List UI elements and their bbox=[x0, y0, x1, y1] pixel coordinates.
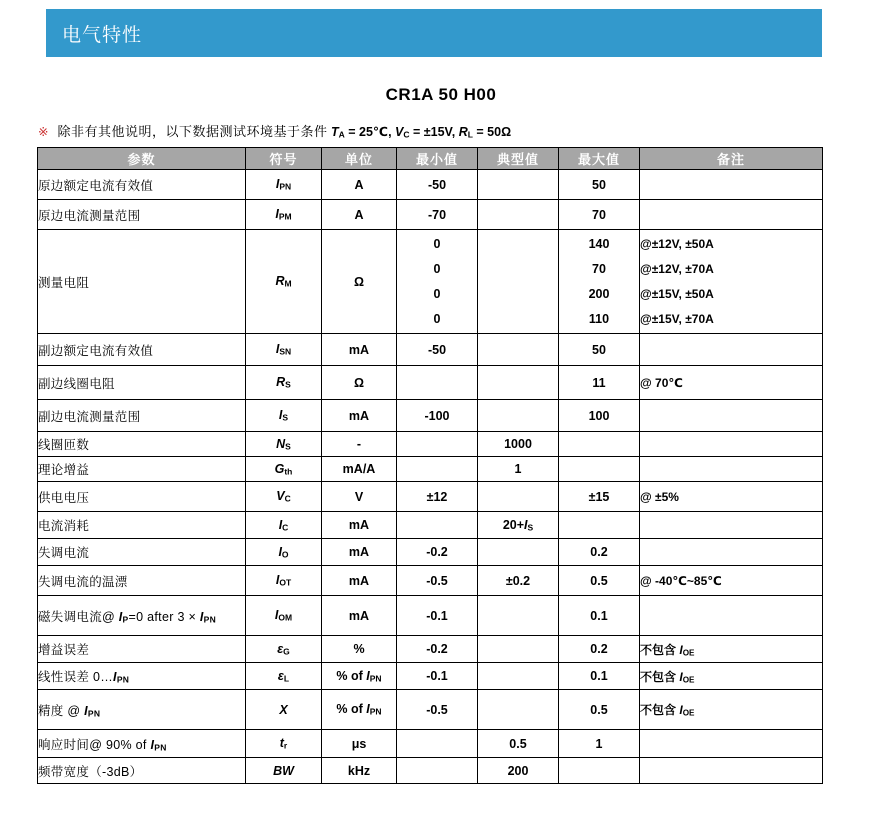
row-note bbox=[640, 432, 823, 457]
row-unit: A bbox=[322, 200, 397, 230]
row-note bbox=[640, 512, 823, 539]
row-note: @ 70℃ bbox=[640, 366, 823, 400]
column-header-1: 符号 bbox=[246, 148, 322, 170]
row-symbol: $I_{OM}$ bbox=[246, 596, 322, 636]
table-row bbox=[38, 170, 823, 200]
row-unit: kHz bbox=[322, 758, 397, 784]
section-banner bbox=[46, 9, 822, 57]
row-unit: mA bbox=[322, 334, 397, 366]
row-typ-value: 1000 bbox=[478, 432, 559, 457]
row-max-value bbox=[559, 512, 640, 539]
row-typ-value: 200 bbox=[478, 758, 559, 784]
row-unit: % bbox=[322, 636, 397, 663]
row-note bbox=[640, 730, 823, 758]
row-min-value bbox=[397, 730, 478, 758]
row-parameter: 线圈匝数 bbox=[38, 432, 246, 457]
row-min-value: -50 bbox=[397, 170, 478, 200]
row-max-value: 0.2 bbox=[559, 636, 640, 663]
row-min-value: -0.5 bbox=[397, 690, 478, 730]
row-note: 不包含 $I_{OE}$ bbox=[640, 636, 823, 663]
row-symbol: $I_{PN}$ bbox=[246, 170, 322, 200]
row-unit: Ω bbox=[322, 230, 397, 334]
row-note-item: @±15V, ±70A bbox=[640, 312, 714, 326]
column-header-3: 最小值 bbox=[397, 148, 478, 170]
row-parameter: 精度 @ $I_{PN}$ bbox=[38, 690, 246, 730]
table-row bbox=[38, 400, 823, 432]
row-max-value-item: 140 bbox=[588, 236, 610, 251]
row-typ-value bbox=[478, 334, 559, 366]
row-note-item: @±12V, ±50A bbox=[640, 237, 714, 251]
test-condition-note bbox=[38, 121, 511, 140]
row-min-value: -0.1 bbox=[397, 596, 478, 636]
row-symbol: $I_S$ bbox=[246, 400, 322, 432]
row-unit: % of $I_{PN}$ bbox=[322, 663, 397, 690]
table-row bbox=[38, 432, 823, 457]
row-min-value: -100 bbox=[397, 400, 478, 432]
table-row bbox=[38, 334, 823, 366]
note-cond2-value: = ±15V, bbox=[413, 125, 456, 139]
row-max-value bbox=[559, 457, 640, 482]
row-min-value-item: 0 bbox=[433, 311, 441, 326]
row-symbol: $N_S$ bbox=[246, 432, 322, 457]
row-parameter: 线性误差 $0\dots I_{PN}$ bbox=[38, 663, 246, 690]
table-row bbox=[38, 539, 823, 566]
row-note bbox=[640, 400, 823, 432]
row-max-value: 100 bbox=[559, 400, 640, 432]
table-body bbox=[38, 170, 823, 784]
row-min-value bbox=[397, 230, 478, 334]
row-symbol: $I_{PM}$ bbox=[246, 200, 322, 230]
row-typ-value bbox=[478, 636, 559, 663]
row-symbol: $G_{th}$ bbox=[246, 457, 322, 482]
column-header-0: 参数 bbox=[38, 148, 246, 170]
row-max-value: 0.1 bbox=[559, 596, 640, 636]
row-parameter: 磁失调电流@ $I_P=0$ after $3 \times I_{PN}$ bbox=[38, 596, 246, 636]
row-min-value: -0.1 bbox=[397, 663, 478, 690]
row-min-value bbox=[397, 457, 478, 482]
note-cond3-subscript: L bbox=[467, 129, 473, 140]
note-text bbox=[57, 121, 511, 140]
row-symbol: $R_M$ bbox=[246, 230, 322, 334]
row-min-value: -70 bbox=[397, 200, 478, 230]
row-max-value: 50 bbox=[559, 334, 640, 366]
row-min-value bbox=[397, 512, 478, 539]
row-typ-value bbox=[478, 400, 559, 432]
note-cond1-value: = 25℃, bbox=[348, 125, 392, 139]
row-min-value-item: 0 bbox=[433, 286, 441, 301]
row-parameter: 副边电流测量范围 bbox=[38, 400, 246, 432]
row-note: @ -40℃~85℃ bbox=[640, 566, 823, 596]
column-header-5: 最大值 bbox=[559, 148, 640, 170]
row-note bbox=[640, 170, 823, 200]
row-typ-value bbox=[478, 170, 559, 200]
row-note: @ ±5% bbox=[640, 482, 823, 512]
row-max-value-item: 200 bbox=[588, 286, 610, 301]
table-row bbox=[38, 457, 823, 482]
row-max-value: 0.2 bbox=[559, 539, 640, 566]
row-min-value bbox=[397, 366, 478, 400]
row-symbol: BW bbox=[246, 758, 322, 784]
column-header-6: 备注 bbox=[640, 148, 823, 170]
note-cond1-subscript: A bbox=[338, 129, 345, 140]
row-parameter: 原边电流测量范围 bbox=[38, 200, 246, 230]
row-typ-value bbox=[478, 690, 559, 730]
row-unit: - bbox=[322, 432, 397, 457]
row-min-value: ±12 bbox=[397, 482, 478, 512]
row-min-value: -0.5 bbox=[397, 566, 478, 596]
row-unit: A bbox=[322, 170, 397, 200]
table-row bbox=[38, 566, 823, 596]
row-parameter: 副边额定电流有效值 bbox=[38, 334, 246, 366]
table-row bbox=[38, 663, 823, 690]
row-typ-value bbox=[478, 200, 559, 230]
row-max-value: 50 bbox=[559, 170, 640, 200]
row-parameter: 失调电流的温漂 bbox=[38, 566, 246, 596]
row-max-value: 70 bbox=[559, 200, 640, 230]
row-note bbox=[640, 334, 823, 366]
row-unit: mA bbox=[322, 512, 397, 539]
table-row bbox=[38, 730, 823, 758]
row-max-value: 0.1 bbox=[559, 663, 640, 690]
row-symbol: $t_r$ bbox=[246, 730, 322, 758]
note-cond2-symbol: V bbox=[395, 125, 404, 139]
table-row bbox=[38, 200, 823, 230]
part-number-title: CR1A 50 H00 bbox=[385, 85, 497, 104]
row-max-value: ±15 bbox=[559, 482, 640, 512]
row-typ-value: ±0.2 bbox=[478, 566, 559, 596]
row-typ-value bbox=[478, 663, 559, 690]
row-note bbox=[640, 200, 823, 230]
note-cond3-symbol: R bbox=[458, 125, 468, 139]
table-row bbox=[38, 366, 823, 400]
row-unit: Ω bbox=[322, 366, 397, 400]
row-unit: mA bbox=[322, 596, 397, 636]
row-unit: mA bbox=[322, 539, 397, 566]
column-header-4: 典型值 bbox=[478, 148, 559, 170]
row-note bbox=[640, 539, 823, 566]
row-typ-value bbox=[478, 539, 559, 566]
table-header-row bbox=[38, 148, 823, 170]
row-symbol: $R_S$ bbox=[246, 366, 322, 400]
row-max-value-item: 110 bbox=[588, 311, 610, 326]
row-typ-value: $20+I_S$ bbox=[478, 512, 559, 539]
note-cond2-subscript: C bbox=[403, 129, 410, 140]
row-parameter: 增益误差 bbox=[38, 636, 246, 663]
note-mark-icon: ※ bbox=[38, 125, 49, 139]
row-symbol: $V_C$ bbox=[246, 482, 322, 512]
row-max-value: 1 bbox=[559, 730, 640, 758]
row-symbol: $I_O$ bbox=[246, 539, 322, 566]
row-parameter: 原边额定电流有效值 bbox=[38, 170, 246, 200]
row-unit: mA bbox=[322, 566, 397, 596]
row-symbol: $I_{OT}$ bbox=[246, 566, 322, 596]
row-max-value: 0.5 bbox=[559, 690, 640, 730]
row-min-value bbox=[397, 758, 478, 784]
row-min-value: -50 bbox=[397, 334, 478, 366]
row-max-value: 0.5 bbox=[559, 566, 640, 596]
row-note: 不包含 $I_{OE}$ bbox=[640, 690, 823, 730]
table-row bbox=[38, 596, 823, 636]
row-typ-value bbox=[478, 482, 559, 512]
row-unit: V bbox=[322, 482, 397, 512]
row-min-value-item: 0 bbox=[433, 236, 441, 251]
column-header-2: 单位 bbox=[322, 148, 397, 170]
row-unit: mA/A bbox=[322, 457, 397, 482]
row-parameter: 失调电流 bbox=[38, 539, 246, 566]
row-parameter: 副边线圈电阻 bbox=[38, 366, 246, 400]
note-cond3-value: = 50Ω bbox=[476, 125, 512, 139]
row-note bbox=[640, 596, 823, 636]
row-typ-value: 0.5 bbox=[478, 730, 559, 758]
row-note-item: @±12V, ±70A bbox=[640, 262, 714, 276]
row-symbol: $\varepsilon_G$ bbox=[246, 636, 322, 663]
table-row bbox=[38, 512, 823, 539]
electrical-characteristics-table bbox=[37, 147, 823, 784]
row-symbol: $I_{SN}$ bbox=[246, 334, 322, 366]
row-parameter: 响应时间@ 90% of $I_{PN}$ bbox=[38, 730, 246, 758]
row-note bbox=[640, 758, 823, 784]
table-row bbox=[38, 482, 823, 512]
row-typ-value bbox=[478, 596, 559, 636]
row-min-value-item: 0 bbox=[433, 261, 441, 276]
row-symbol: X bbox=[246, 690, 322, 730]
row-max-value bbox=[559, 230, 640, 334]
table-row bbox=[38, 230, 823, 334]
row-min-value: -0.2 bbox=[397, 539, 478, 566]
row-parameter: 频带宽度（-3dB） bbox=[38, 758, 246, 784]
section-banner-title: 电气特性 bbox=[62, 24, 143, 46]
row-max-value-item: 70 bbox=[592, 261, 606, 276]
row-symbol: $\varepsilon_L$ bbox=[246, 663, 322, 690]
row-parameter: 测量电阻 bbox=[38, 230, 246, 334]
row-symbol: $I_C$ bbox=[246, 512, 322, 539]
row-note bbox=[640, 457, 823, 482]
row-min-value: -0.2 bbox=[397, 636, 478, 663]
row-unit: % of $I_{PN}$ bbox=[322, 690, 397, 730]
row-typ-value bbox=[478, 230, 559, 334]
row-typ-value bbox=[478, 366, 559, 400]
row-unit: mA bbox=[322, 400, 397, 432]
row-max-value bbox=[559, 432, 640, 457]
table-row bbox=[38, 758, 823, 784]
row-parameter: 电流消耗 bbox=[38, 512, 246, 539]
row-unit: μs bbox=[322, 730, 397, 758]
row-note: 不包含 $I_{OE}$ bbox=[640, 663, 823, 690]
row-parameter: 供电电压 bbox=[38, 482, 246, 512]
row-max-value bbox=[559, 758, 640, 784]
row-note bbox=[640, 230, 823, 334]
row-note-item: @±15V, ±50A bbox=[640, 287, 714, 301]
table-row bbox=[38, 690, 823, 730]
row-parameter: 理论增益 bbox=[38, 457, 246, 482]
row-typ-value: 1 bbox=[478, 457, 559, 482]
row-max-value: 11 bbox=[559, 366, 640, 400]
note-prefix: 除非有其他说明，以下数据测试环境基于条件 bbox=[57, 124, 328, 139]
note-cond1-symbol: T bbox=[330, 125, 339, 139]
row-min-value bbox=[397, 432, 478, 457]
table-row bbox=[38, 636, 823, 663]
